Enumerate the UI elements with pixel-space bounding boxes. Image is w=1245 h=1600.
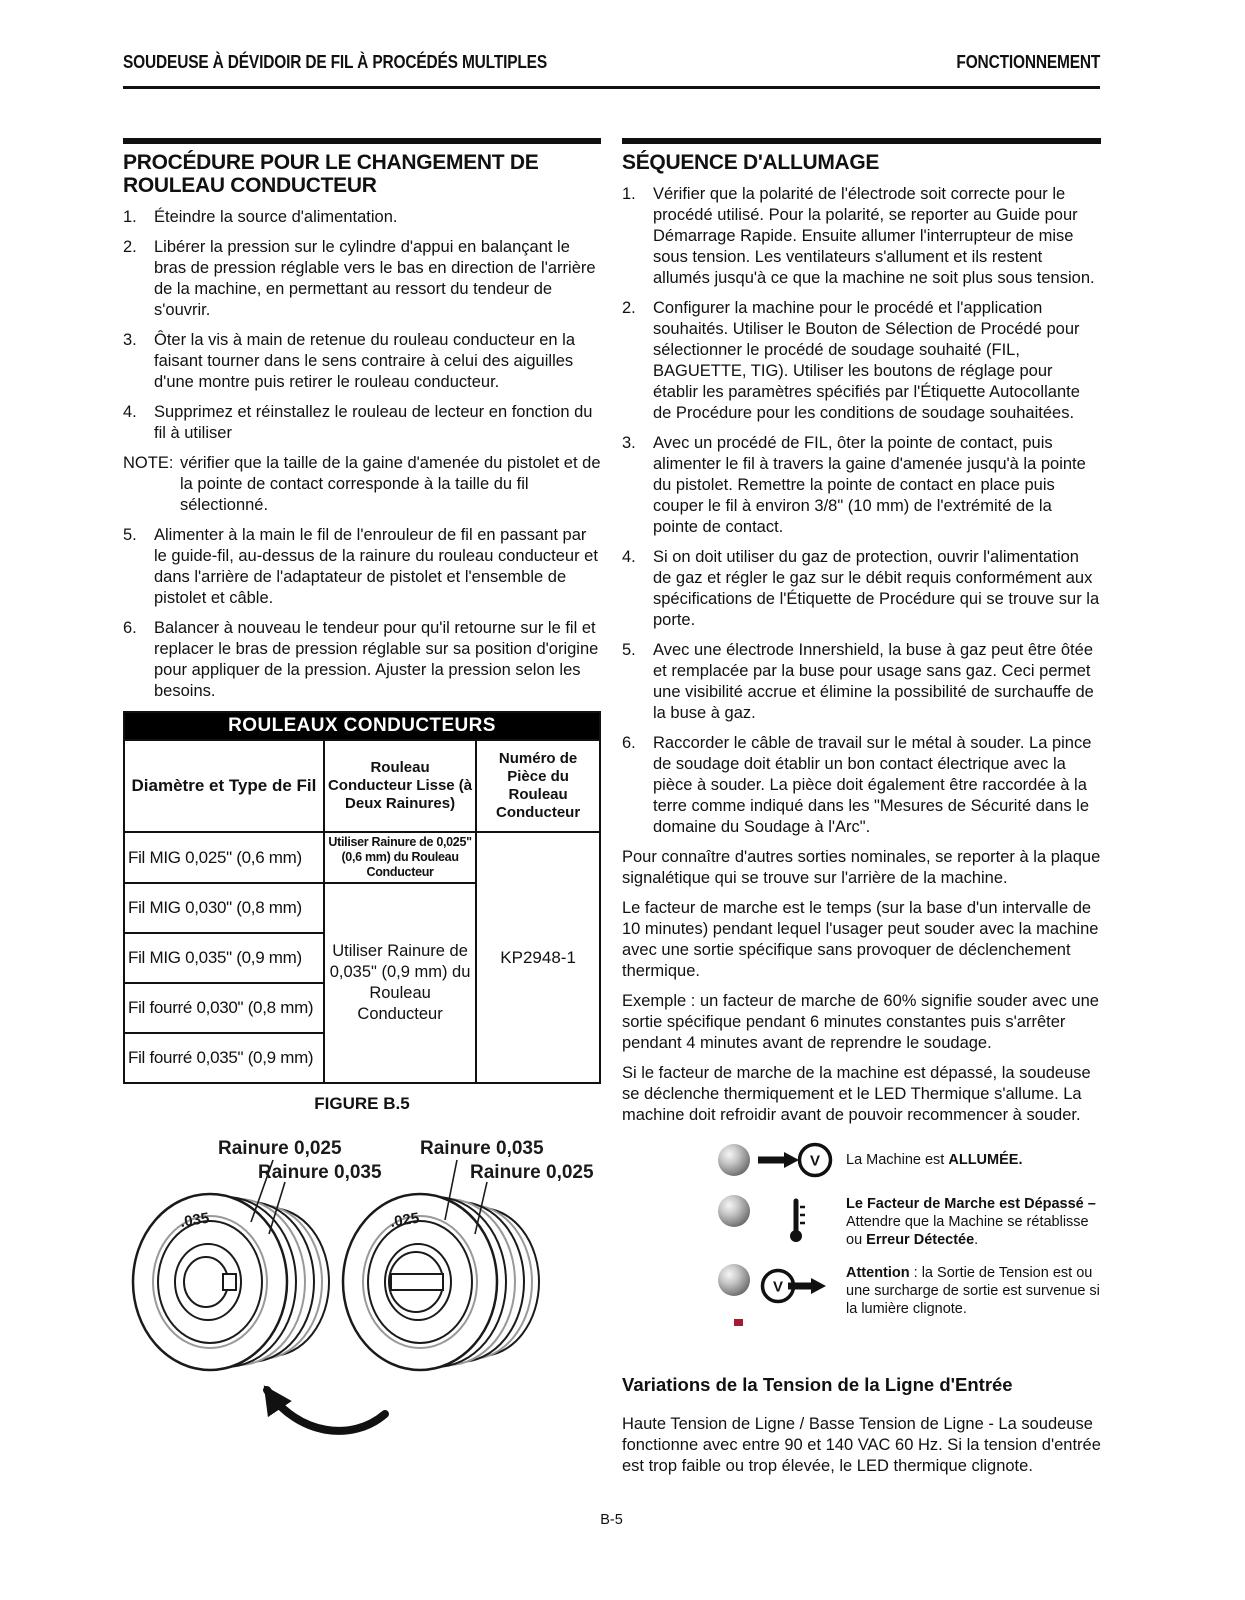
- led-caption-duty-cycle: [846, 1195, 1101, 1249]
- note-label: NOTE:: [123, 454, 174, 472]
- step-text: Alimenter à la main le fil de l'enrouleur de fil en passant par le guide-fil, au-dessus de la rainure du rouleau conducteur et dans l'arrière de l'adaptateur de pistolet et l'ensemble de pistolet et câble.: [154, 526, 598, 607]
- led-row-duty-cycle: [718, 1195, 1101, 1249]
- paragraph-duty-cycle: Le facteur de marche est le temps (sur la base d'un intervalle de 10 minutes) pendant lequel l'usager peut souder avec la machine avec une sortie spécifique sans provoquer de déclenchement thermique.: [622, 899, 1099, 980]
- caption-bold: Le Facteur de Marche est Dépassé –: [846, 1196, 1096, 1212]
- step-number: 2.: [622, 299, 636, 317]
- procedure-step-1: [123, 207, 601, 228]
- wire-type-cell: Fil fourré 0,030" (0,8 mm): [124, 983, 324, 1033]
- table-col-header-groove: Rouleau Conducteur Lisse (à Deux Rainures): [324, 740, 476, 832]
- thermometer-icon: [750, 1195, 846, 1245]
- procedure-step-5: [123, 525, 601, 609]
- groove-small-cell: Utiliser Rainure de 0,025" (0,6 mm) du Rouleau Conducteur: [324, 832, 476, 883]
- step-number: 1.: [123, 208, 137, 226]
- roll-face-mark-right: .025: [388, 1209, 421, 1231]
- figure-label-right-top: Rainure 0,035: [420, 1138, 544, 1159]
- step-number: 4.: [622, 548, 636, 566]
- sequence-step-2: [622, 298, 1101, 424]
- step-number: 4.: [123, 403, 137, 421]
- paragraph-thermal-trip: Si le facteur de marche de la machine est dépassé, la soudeuse se déclenche thermiquement et le LED Thermique s'allume. La machine doit refroidir avant de pouvoir recommencer à souder.: [622, 1064, 1091, 1124]
- led-row-output-warning: [718, 1264, 1101, 1318]
- led-indicator-legend: [718, 1140, 1101, 1326]
- paragraph-duty-example: Exemple : un facteur de marche de 60% signifie souder avec une sortie spécifique pendant 6 minutes constantes puis s'arrêter pendant 4 minutes avant de reprendre le soudage.: [622, 992, 1099, 1052]
- part-number-cell: KP2948-1: [476, 832, 600, 1083]
- voltage-circle-arrow-out-icon: [750, 1264, 846, 1308]
- status-led-sphere: [718, 1195, 750, 1227]
- section-label: FONCTIONNEMENT: [956, 52, 1100, 72]
- wire-type-cell: Fil MIG 0,030" (0,8 mm): [124, 883, 324, 933]
- wire-type-cell: Fil fourré 0,035" (0,9 mm): [124, 1033, 324, 1083]
- procedure-step-6: [123, 618, 601, 702]
- sequence-step-3: [622, 433, 1101, 538]
- wire-type-cell: Fil MIG 0,035" (0,9 mm): [124, 933, 324, 983]
- step-number: 5.: [622, 641, 636, 659]
- led-caption-power-on: [846, 1151, 1101, 1169]
- procedure-step-2: [123, 237, 601, 321]
- note-text: vérifier que la taille de la gaine d'amenée du pistolet et de la pointe de contact corresponde à la taille du fil sélectionné.: [180, 454, 601, 514]
- left-column: [123, 138, 601, 1456]
- step-text: Éteindre la source d'alimentation.: [154, 208, 398, 226]
- caption-text: : la Sortie de Tension est ou une surcharge de sortie est survenue si la lumière clignote.: [846, 1265, 1100, 1317]
- led-caption-output-warning: [846, 1264, 1101, 1318]
- step-number: 6.: [622, 734, 636, 752]
- arrow-into-voltage-circle-icon: [750, 1140, 846, 1180]
- table-title: ROULEAUX CONDUCTEURS: [124, 712, 600, 740]
- groove-large-cell: Utiliser Rainure de 0,035" (0,9 mm) du Rouleau Conducteur: [324, 883, 476, 1083]
- header-divider: [123, 86, 1100, 89]
- svg-text:V: V: [809, 1152, 821, 1170]
- procedure-step-4: [123, 402, 601, 444]
- step-text: Ôter la vis à main de retenue du rouleau conducteur en la faisant tourner dans le sens contraire à celui des aiguilles d'une montre puis retirer le rouleau conducteur.: [154, 331, 576, 391]
- caption-bold: Attention: [846, 1265, 910, 1281]
- step-number: 3.: [622, 434, 636, 452]
- caption-text: Attendre que la Machine se rétablisse ou: [846, 1214, 1089, 1248]
- right-column: [622, 138, 1101, 1477]
- step-number: 3.: [123, 331, 137, 349]
- left-section-bar: [123, 138, 601, 144]
- step-number: 6.: [123, 619, 137, 637]
- sequence-step-6: [622, 733, 1101, 838]
- step-text: Libérer la pression sur le cylindre d'appui en balançant le bras de pression réglable vers le bas en direction de l'arrière de la machine, en permettant au ressort du tendeur de s'ouvrir.: [154, 238, 596, 319]
- sequence-step-1: [622, 184, 1101, 289]
- step-text: Si on doit utiliser du gaz de protection, ouvrir l'alimentation de gaz et régler le gaz sur le débit requis conformément aux spécifications de l'Étiquette de Procédure qui se trouve sur la porte.: [653, 548, 1100, 629]
- paragraph-output-ratings: Pour connaître d'autres sorties nominales, se reporter à la plaque signalétique qui se trouve sur l'arrière de la machine.: [622, 848, 1101, 887]
- led-row-power-on: [718, 1140, 1101, 1180]
- drive-rolls-table: [123, 711, 601, 1084]
- left-section-title: PROCÉDURE POUR LE CHANGEMENT DE ROULEAU CONDUCTEUR: [123, 151, 539, 197]
- sequence-step-5: [622, 640, 1101, 724]
- roll-face-mark-left: .035: [178, 1209, 211, 1231]
- curved-flip-arrow-icon: [267, 1390, 385, 1431]
- drive-roll-left: [133, 1194, 329, 1370]
- figure-caption: FIGURE B.5: [314, 1094, 410, 1113]
- doc-title: SOUDEUSE À DÉVIDOIR DE FIL À PROCÉDÉS MULTIPLES: [123, 52, 547, 72]
- step-text: Configurer la machine pour le procédé et l'application souhaités. Utiliser le Bouton de Sélection de Procédé pour sélectionner le procédé de soudage souhaité (FIL, BAGUETTE, TIG). Utiliser les boutons de réglage pour établir les paramètres spécifiés par l'Étiquette Autocollante de Procédure pour les conditions de soudage souhaitées.: [653, 299, 1080, 422]
- step-text: Supprimez et réinstallez le rouleau de lecteur en fonction du fil à utiliser: [154, 403, 593, 442]
- right-section-bar: [622, 138, 1101, 144]
- step-number: 5.: [123, 526, 137, 544]
- svg-text:V: V: [772, 1278, 784, 1296]
- procedure-step-3: [123, 330, 601, 393]
- figure-label-right-bottom: Rainure 0,025: [470, 1162, 594, 1183]
- caption-text: La Machine est: [846, 1152, 949, 1168]
- table-col-header-part: Numéro de Pièce du Rouleau Conducteur: [476, 740, 600, 832]
- step-text: Avec un procédé de FIL, ôter la pointe de contact, puis alimenter le fil à travers la gaine d'amenée jusqu'à la pointe du pistolet. Remettre la pointe de contact en place puis couper le fil à environ 3/8" (10 mm) de l'extrémité de la pointe de contact.: [653, 434, 1086, 536]
- step-number: 1.: [622, 185, 636, 203]
- caption-bold: ALLUMÉE.: [948, 1152, 1023, 1168]
- step-text: Avec une électrode Innershield, la buse à gaz peut être ôtée et remplacée par la buse pour usage sans gaz. Ceci permet une visibilité accrue et élimine la possibilité de surchauffe de la buse à gaz.: [653, 641, 1094, 722]
- step-text: Balancer à nouveau le tendeur pour qu'il retourne sur le fil et replacer le bras de pression réglable sur sa position d'origine pour appliquer de la pression. Ajuster la pression selon les besoins.: [154, 619, 599, 700]
- table-row: [124, 832, 600, 883]
- subsection-text: Haute Tension de Ligne / Basse Tension de Ligne - La soudeuse fonctionne avec entre 90 et 140 VAC 60 Hz. Si la tension d'entrée est trop faible ou trop élevée, le LED thermique clignote.: [622, 1415, 1101, 1475]
- red-indicator-mark: [734, 1319, 743, 1326]
- caption-text: .: [974, 1232, 979, 1248]
- wire-type-cell: Fil MIG 0,025" (0,6 mm): [124, 832, 324, 883]
- drive-roll-figure: [123, 1122, 601, 1456]
- page-number: B-5: [600, 1512, 623, 1528]
- subsection-title: Variations de la Tension de la Ligne d'Entrée: [622, 1374, 1013, 1395]
- status-led-sphere: [718, 1264, 750, 1296]
- caption-bold: Erreur Détectée: [866, 1232, 975, 1248]
- status-led-sphere: [718, 1144, 750, 1176]
- table-col-header-diameter: Diamètre et Type de Fil: [124, 740, 324, 832]
- step-number: 2.: [123, 238, 137, 256]
- procedure-note: [123, 453, 601, 516]
- figure-label-left-top: Rainure 0,025: [218, 1138, 342, 1159]
- sequence-step-4: [622, 547, 1101, 631]
- right-section-title: SÉQUENCE D'ALLUMAGE: [622, 151, 880, 174]
- step-text: Raccorder le câble de travail sur le métal à souder. La pince de soudage doit établir un bon contact électrique avec la pièce à souder. La pièce doit également être raccordée à la terre comme indiqué dans les "Mesures de Sécurité dans le domaine du Soudage à l'Arc".: [653, 734, 1092, 836]
- step-text: Vérifier que la polarité de l'électrode soit correcte pour le procédé utilisé. Pour la polarité, se reporter au Guide pour Démarrage Rapide. Ensuite allumer l'interrupteur de mise sous tension. Les ventilateurs s'allument et ils restent allumés jusqu'à ce que la machine ne soit plus sous tension.: [653, 185, 1095, 287]
- figure-label-left-bottom: Rainure 0,035: [258, 1162, 382, 1183]
- drive-roll-right: [343, 1194, 539, 1370]
